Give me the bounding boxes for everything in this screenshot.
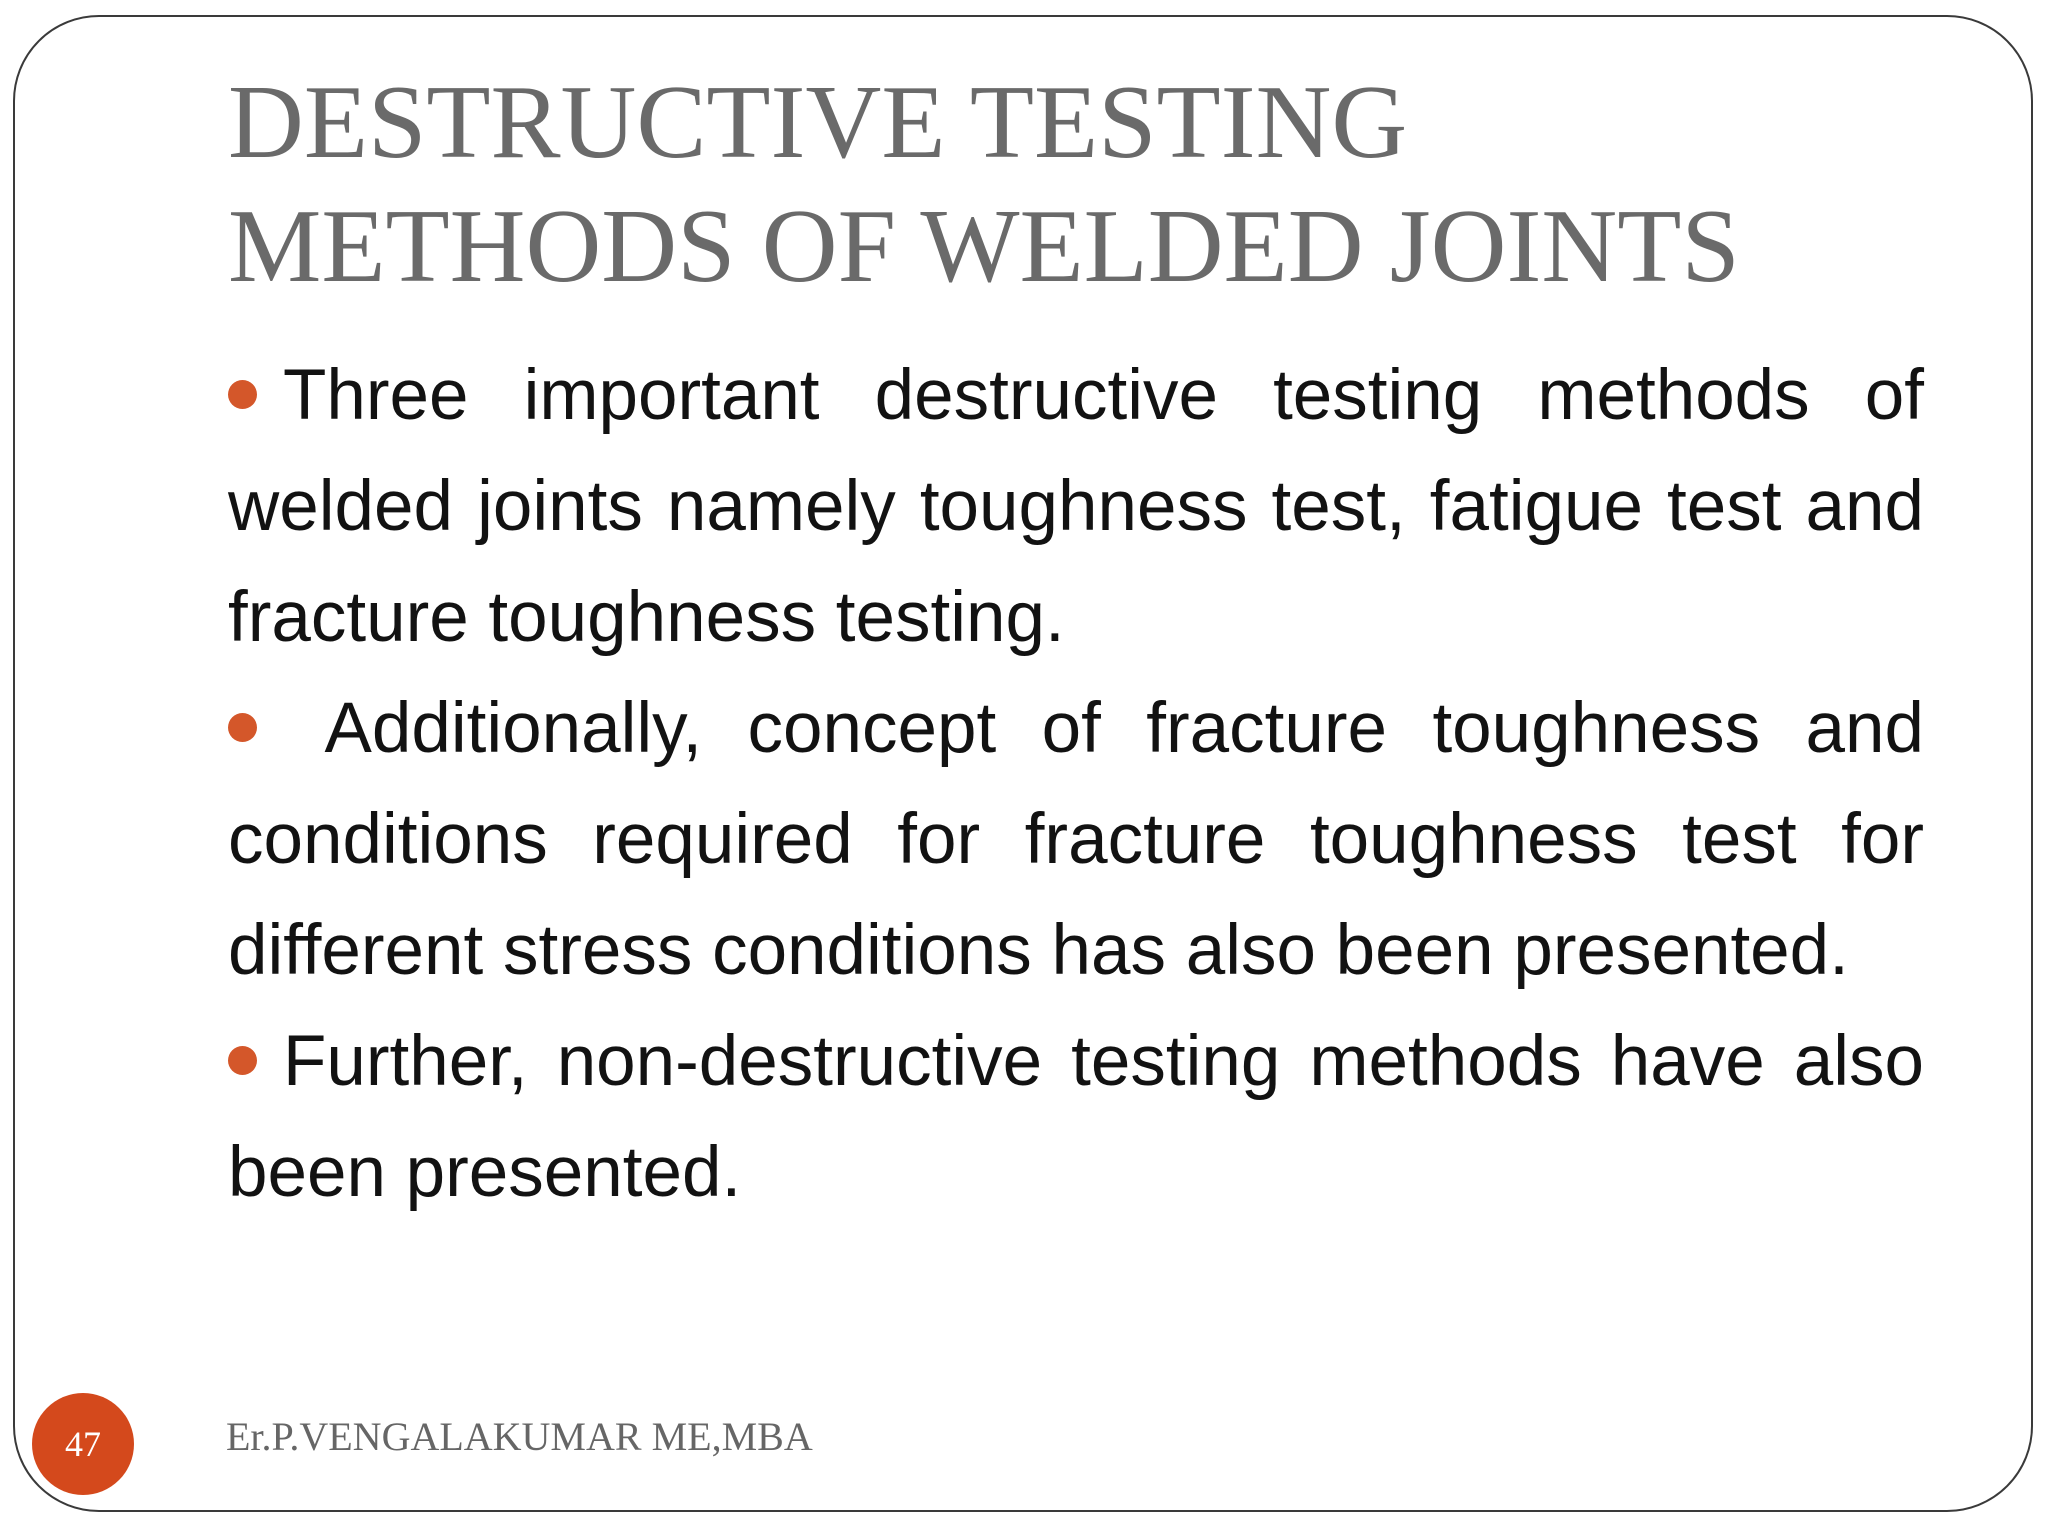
footer-author: Er.P.VENGALAKUMAR ME,MBA	[226, 1414, 813, 1459]
page-number-badge: 47	[32, 1393, 134, 1495]
title-line-2: METHODS OF WELDED JOINTS	[228, 187, 1740, 304]
bullet-text: Three important destructive testing methods of welded joints namely toughness test, fatigue test and fracture toughness testing.	[228, 356, 1924, 657]
bullet-dot-icon	[228, 380, 257, 409]
bullet-dot-icon	[228, 713, 257, 742]
bullet-item	[228, 673, 1924, 1006]
bullet-text: Additionally, concept of fracture toughness and conditions required for fracture toughness test for different stress conditions has also been presented.	[228, 689, 1924, 990]
title-line-1: DESTRUCTIVE TESTING	[228, 63, 1408, 180]
bullet-item	[228, 340, 1924, 673]
bullet-item	[228, 1006, 1924, 1228]
bullet-list	[228, 340, 1924, 1228]
slide-title	[228, 60, 1988, 308]
bullet-dot-icon	[228, 1046, 257, 1075]
bullet-text: Further, non-destructive testing methods have also been presented.	[228, 1022, 1924, 1212]
